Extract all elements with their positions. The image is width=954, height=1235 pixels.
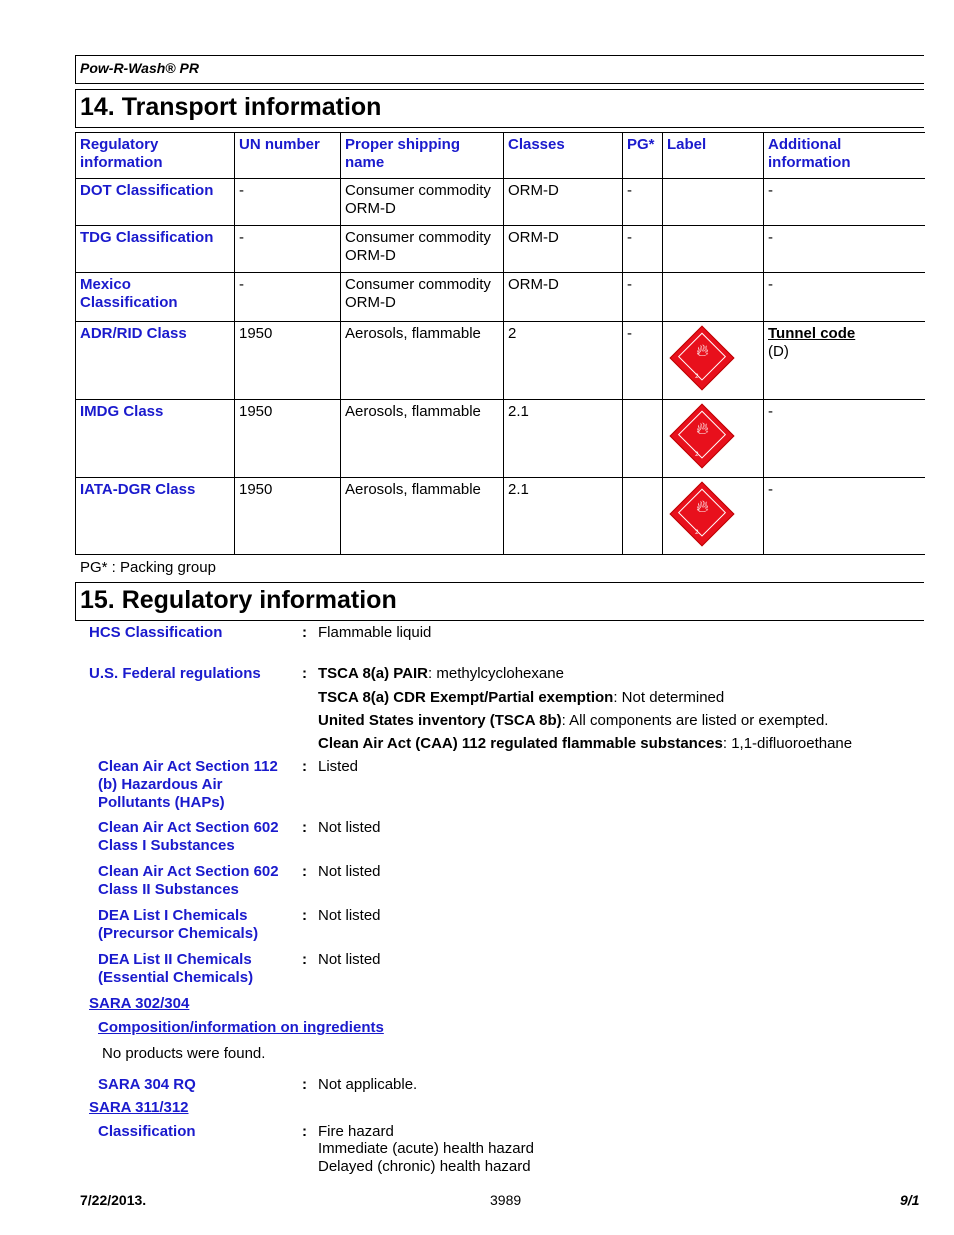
sara-302-304-heading: SARA 302/304 <box>89 995 190 1012</box>
row-shipping-name: Consumer commodity ORM-D <box>341 179 504 226</box>
sara-304-rq-label: SARA 304 RQ <box>98 1076 196 1093</box>
row-label <box>663 322 764 400</box>
row-shipping-name: Aerosols, flammable <box>341 478 504 555</box>
composition-heading: Composition/information on ingredients <box>98 1019 384 1036</box>
classification-label: Classification <box>98 1123 196 1140</box>
row-shipping-name: Aerosols, flammable <box>341 322 504 400</box>
colon: : <box>302 819 307 836</box>
dea-list-1-label: DEA List I Chemicals (Precursor Chemicals) <box>98 907 259 942</box>
row-label <box>663 179 764 226</box>
col-label: Label <box>663 133 764 179</box>
row-un-number: - <box>235 179 341 226</box>
dea-list-1-value: Not listed <box>318 907 381 924</box>
row-regulatory: IMDG Class <box>76 400 235 478</box>
footer-page-number: 9/1 <box>900 1192 920 1208</box>
flammable-diamond-icon: 🔥︎ 2 <box>669 403 734 468</box>
sara-311-312-heading: SARA 311/312 <box>89 1099 189 1116</box>
dea-list-2-value: Not listed <box>318 951 381 968</box>
row-regulatory: ADR/RID Class <box>76 322 235 400</box>
row-label <box>663 400 764 478</box>
col-regulatory-information: Regulatory information <box>76 133 235 179</box>
row-label <box>663 478 764 555</box>
colon: : <box>302 1123 307 1140</box>
row-shipping-name: Consumer commodity ORM-D <box>341 226 504 273</box>
row-un-number: - <box>235 273 341 322</box>
composition-value: No products were found. <box>102 1045 266 1062</box>
packing-group-note: PG* : Packing group <box>80 559 216 576</box>
section-15-title: 15. Regulatory information <box>80 586 397 614</box>
federal-line: Clean Air Act (CAA) 112 regulated flammable substances: 1,1-difluoroethane <box>318 735 853 752</box>
row-classes: ORM-D <box>504 273 623 322</box>
hcs-classification-value: Flammable liquid <box>318 624 432 641</box>
col-additional-information: Additional information <box>764 133 925 179</box>
colon: : <box>302 907 307 924</box>
colon: : <box>302 1076 307 1093</box>
row-classes: 2.1 <box>504 400 623 478</box>
row-additional: - <box>764 179 925 226</box>
caa-602-class-1-label: Clean Air Act Section 602 Class I Substances <box>98 819 279 854</box>
table-row <box>76 400 925 478</box>
federal-line: TSCA 8(a) PAIR: methylcyclohexane <box>318 665 564 682</box>
row-classes: 2 <box>504 322 623 400</box>
transport-table-header <box>76 133 925 179</box>
row-un-number: 1950 <box>235 322 341 400</box>
federal-line: TSCA 8(a) CDR Exempt/Partial exemption: Not determined <box>318 689 725 706</box>
row-pg <box>623 478 663 555</box>
row-additional: - <box>764 478 925 555</box>
table-row <box>76 273 925 322</box>
row-pg: - <box>623 273 663 322</box>
federal-line: United States inventory (TSCA 8b): All components are listed or exempted. <box>318 712 829 729</box>
row-additional <box>764 322 925 400</box>
row-additional: - <box>764 226 925 273</box>
colon: : <box>302 758 307 775</box>
sara-304-rq-value: Not applicable. <box>318 1076 418 1093</box>
row-shipping-name: Consumer commodity ORM-D <box>341 273 504 322</box>
hcs-classification-label: HCS Classification <box>89 624 223 641</box>
table-row <box>76 322 925 400</box>
row-regulatory: TDG Classification <box>76 226 235 273</box>
caa-112-value: Listed <box>318 758 359 775</box>
row-un-number: 1950 <box>235 478 341 555</box>
row-regulatory: IATA-DGR Class <box>76 478 235 555</box>
table-row <box>76 226 925 273</box>
colon: : <box>302 624 307 641</box>
caa-602-class-1-value: Not listed <box>318 819 381 836</box>
row-label <box>663 273 764 322</box>
row-un-number: - <box>235 226 341 273</box>
row-regulatory: DOT Classification <box>76 179 235 226</box>
transport-table <box>75 132 925 555</box>
row-pg: - <box>623 226 663 273</box>
colon: : <box>302 665 307 682</box>
flammable-diamond-icon: 🔥︎ 2 <box>669 325 734 390</box>
row-additional: - <box>764 400 925 478</box>
row-classes: ORM-D <box>504 179 623 226</box>
table-row <box>76 179 925 226</box>
row-additional: - <box>764 273 925 322</box>
row-regulatory: Mexico Classification <box>76 273 235 322</box>
tunnel-code-value: (D) <box>768 343 789 360</box>
section-14-title: 14. Transport information <box>80 93 382 121</box>
flammable-diamond-icon: 🔥︎ 2 <box>669 481 734 546</box>
us-federal-regulations-label: U.S. Federal regulations <box>89 665 261 682</box>
dea-list-2-label: DEA List II Chemicals (Essential Chemicals) <box>98 951 254 986</box>
caa-602-class-2-label: Clean Air Act Section 602 Class II Substances <box>98 863 279 898</box>
row-pg <box>623 400 663 478</box>
col-pg: PG* <box>623 133 663 179</box>
row-un-number: 1950 <box>235 400 341 478</box>
caa-112-label: Clean Air Act Section 112 (b) Hazardous Air Pollutants (HAPs) <box>98 758 278 811</box>
row-classes: 2.1 <box>504 478 623 555</box>
row-classes: ORM-D <box>504 226 623 273</box>
caa-602-class-2-value: Not listed <box>318 863 381 880</box>
product-name: Pow-R-Wash® PR <box>80 60 199 76</box>
col-proper-shipping-name: Proper shipping name <box>341 133 504 179</box>
classification-value: Fire hazard <box>318 1123 394 1140</box>
tunnel-code-title: Tunnel code <box>768 325 856 342</box>
classification-value: Immediate (acute) health hazard <box>318 1140 534 1157</box>
col-classes: Classes <box>504 133 623 179</box>
table-row <box>76 478 925 555</box>
row-label <box>663 226 764 273</box>
footer-code: 3989 <box>490 1192 522 1208</box>
colon: : <box>302 863 307 880</box>
footer-date: 7/22/2013. <box>80 1192 147 1208</box>
row-pg: - <box>623 322 663 400</box>
product-header-bar <box>75 55 924 84</box>
row-pg: - <box>623 179 663 226</box>
classification-value: Delayed (chronic) health hazard <box>318 1158 531 1175</box>
row-shipping-name: Aerosols, flammable <box>341 400 504 478</box>
colon: : <box>302 951 307 968</box>
col-un-number: UN number <box>235 133 341 179</box>
